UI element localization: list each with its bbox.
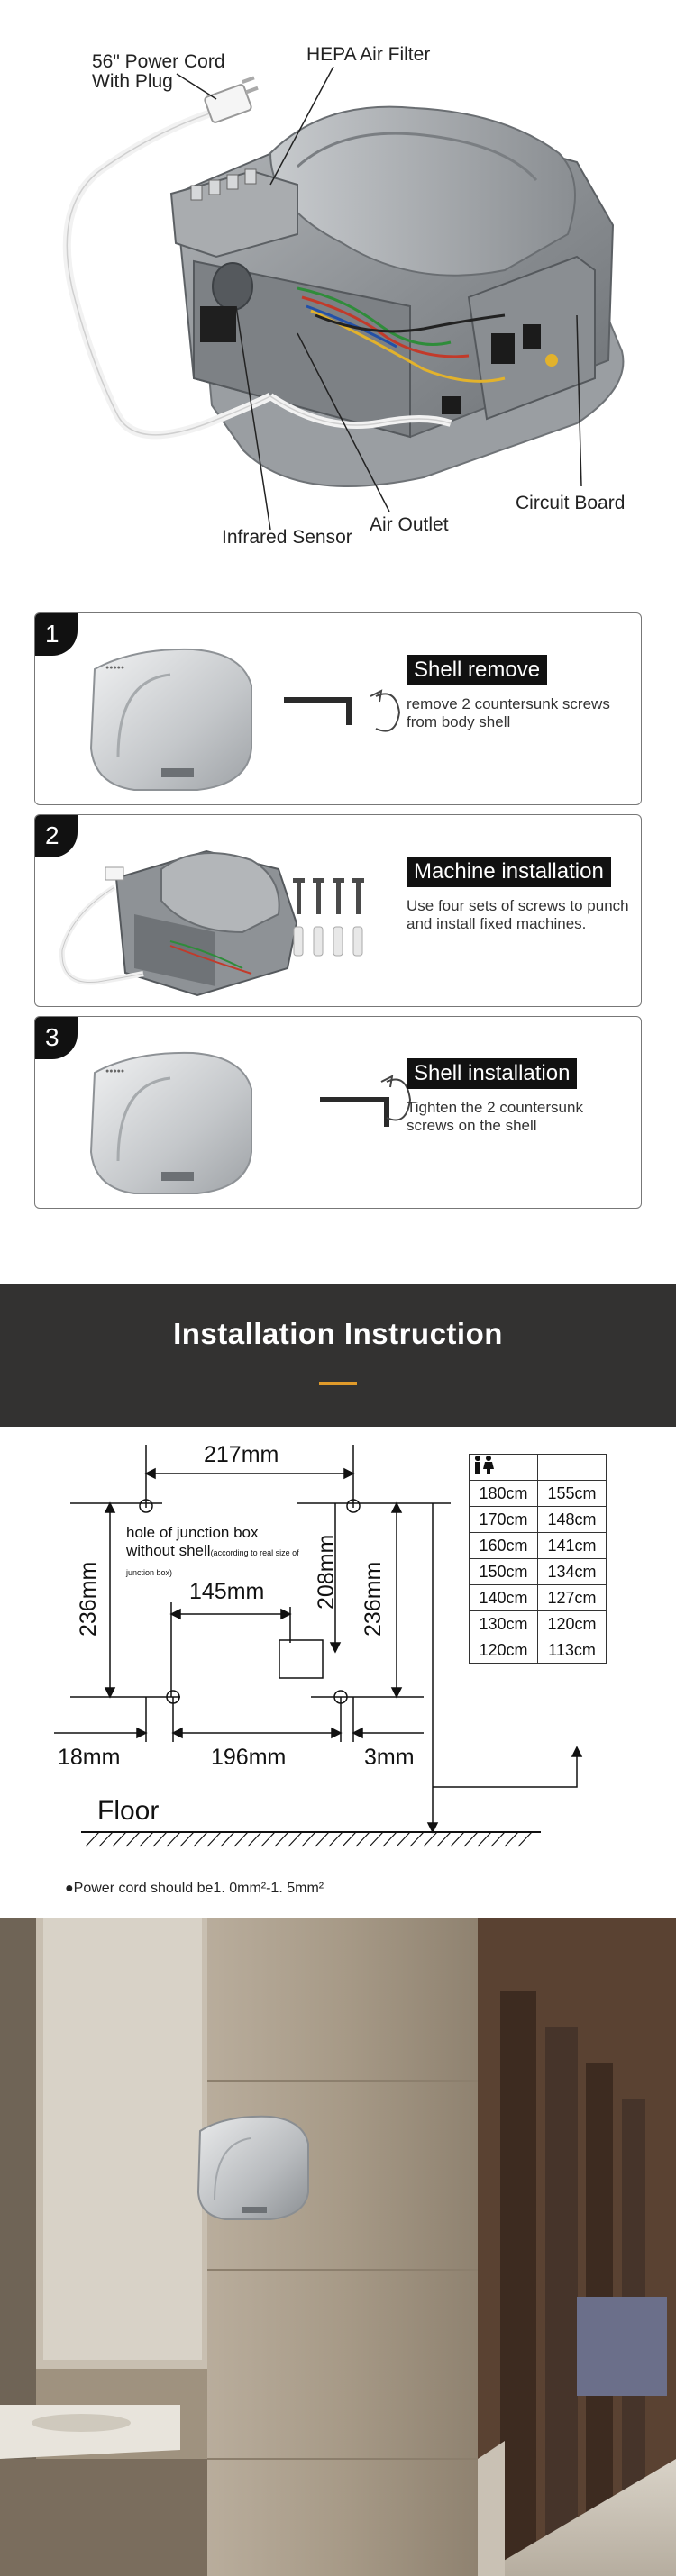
table-row	[470, 1637, 607, 1664]
mount-height-cell: 141cm	[538, 1533, 607, 1559]
child-icon	[538, 1455, 607, 1481]
adult-height-cell: 120cm	[470, 1637, 538, 1664]
table-row	[470, 1559, 607, 1585]
table-header-row	[470, 1455, 607, 1481]
title-accent-bar	[319, 1382, 357, 1385]
restroom-illustration	[0, 1918, 676, 2576]
air-outlet-label: Air Outlet	[370, 514, 449, 535]
width-217-label: 217mm	[204, 1442, 279, 1467]
child-glyph	[470, 1455, 486, 1474]
table-row	[470, 1507, 607, 1533]
without-shell-label	[126, 1542, 324, 1582]
adult-height-cell: 180cm	[470, 1481, 538, 1507]
table-row	[470, 1481, 607, 1507]
step-2-description: Use four sets of screws to punch and install fixed machines.	[407, 897, 629, 932]
step-2-number: 2	[34, 814, 78, 857]
adult-height-cell: 170cm	[470, 1507, 538, 1533]
floor-label: Floor	[97, 1796, 160, 1826]
circuit-board-label: Circuit Board	[516, 493, 626, 513]
step-1-number: 1	[34, 612, 78, 656]
step-1-card	[34, 612, 642, 805]
according-note: (according to real size of junction box)	[126, 1548, 299, 1577]
height-left-label: 236mm	[76, 1561, 101, 1637]
width-196-label: 196mm	[211, 1745, 287, 1770]
mount-height-cell: 127cm	[538, 1585, 607, 1611]
hepa-filter-label: HEPA Air Filter	[306, 44, 431, 65]
step-2-card	[34, 814, 642, 1007]
step-3-number: 3	[34, 1016, 78, 1059]
step-2-title: Machine installation	[407, 857, 611, 887]
table-row	[470, 1585, 607, 1611]
right-margin-3-label: 3mm	[364, 1745, 415, 1770]
svg-text:●●●●●: ●●●●●	[105, 665, 125, 671]
installation-title: Installation Instruction	[173, 1317, 503, 1350]
svg-text:●●●●●: ●●●●●	[105, 1068, 125, 1075]
step-1-title: Shell remove	[407, 655, 547, 685]
mount-height-cell: 134cm	[538, 1559, 607, 1585]
parts-diagram	[0, 0, 676, 576]
adult-height-cell: 150cm	[470, 1559, 538, 1585]
table-row	[470, 1611, 607, 1637]
step-3-card	[34, 1016, 642, 1209]
without-shell-text: without shell	[126, 1542, 211, 1559]
power-cord-note: ●Power cord should be1. 0mm²-1. 5mm²	[65, 1881, 324, 1896]
installation-header	[0, 1284, 676, 1427]
offset-145-label: 145mm	[189, 1579, 265, 1604]
table-row	[470, 1533, 607, 1559]
height-right-label: 236mm	[361, 1561, 386, 1637]
power-cord-label: 56" Power Cord With Plug	[92, 51, 225, 92]
mount-height-cell: 148cm	[538, 1507, 607, 1533]
height-center-label: 208mm	[314, 1534, 339, 1610]
mount-height-cell: 113cm	[538, 1637, 607, 1664]
mount-height-cell: 155cm	[538, 1481, 607, 1507]
height-reference-table	[469, 1454, 607, 1664]
step-3-description: Tighten the 2 countersunk screws on the shell	[407, 1099, 583, 1134]
adult-height-cell: 160cm	[470, 1533, 538, 1559]
left-margin-18-label: 18mm	[58, 1745, 121, 1770]
mount-height-cell: 120cm	[538, 1611, 607, 1637]
infrared-sensor-label: Infrared Sensor	[222, 527, 352, 548]
step-3-title: Shell installation	[407, 1058, 577, 1089]
adult-height-cell: 140cm	[470, 1585, 538, 1611]
adult-height-cell: 130cm	[470, 1611, 538, 1637]
restroom-photo	[0, 1918, 676, 2576]
junction-box-label: hole of junction box	[126, 1524, 259, 1541]
step-1-description: remove 2 countersunk screws from body shell	[407, 695, 610, 730]
dimension-drawing	[0, 1427, 676, 1918]
